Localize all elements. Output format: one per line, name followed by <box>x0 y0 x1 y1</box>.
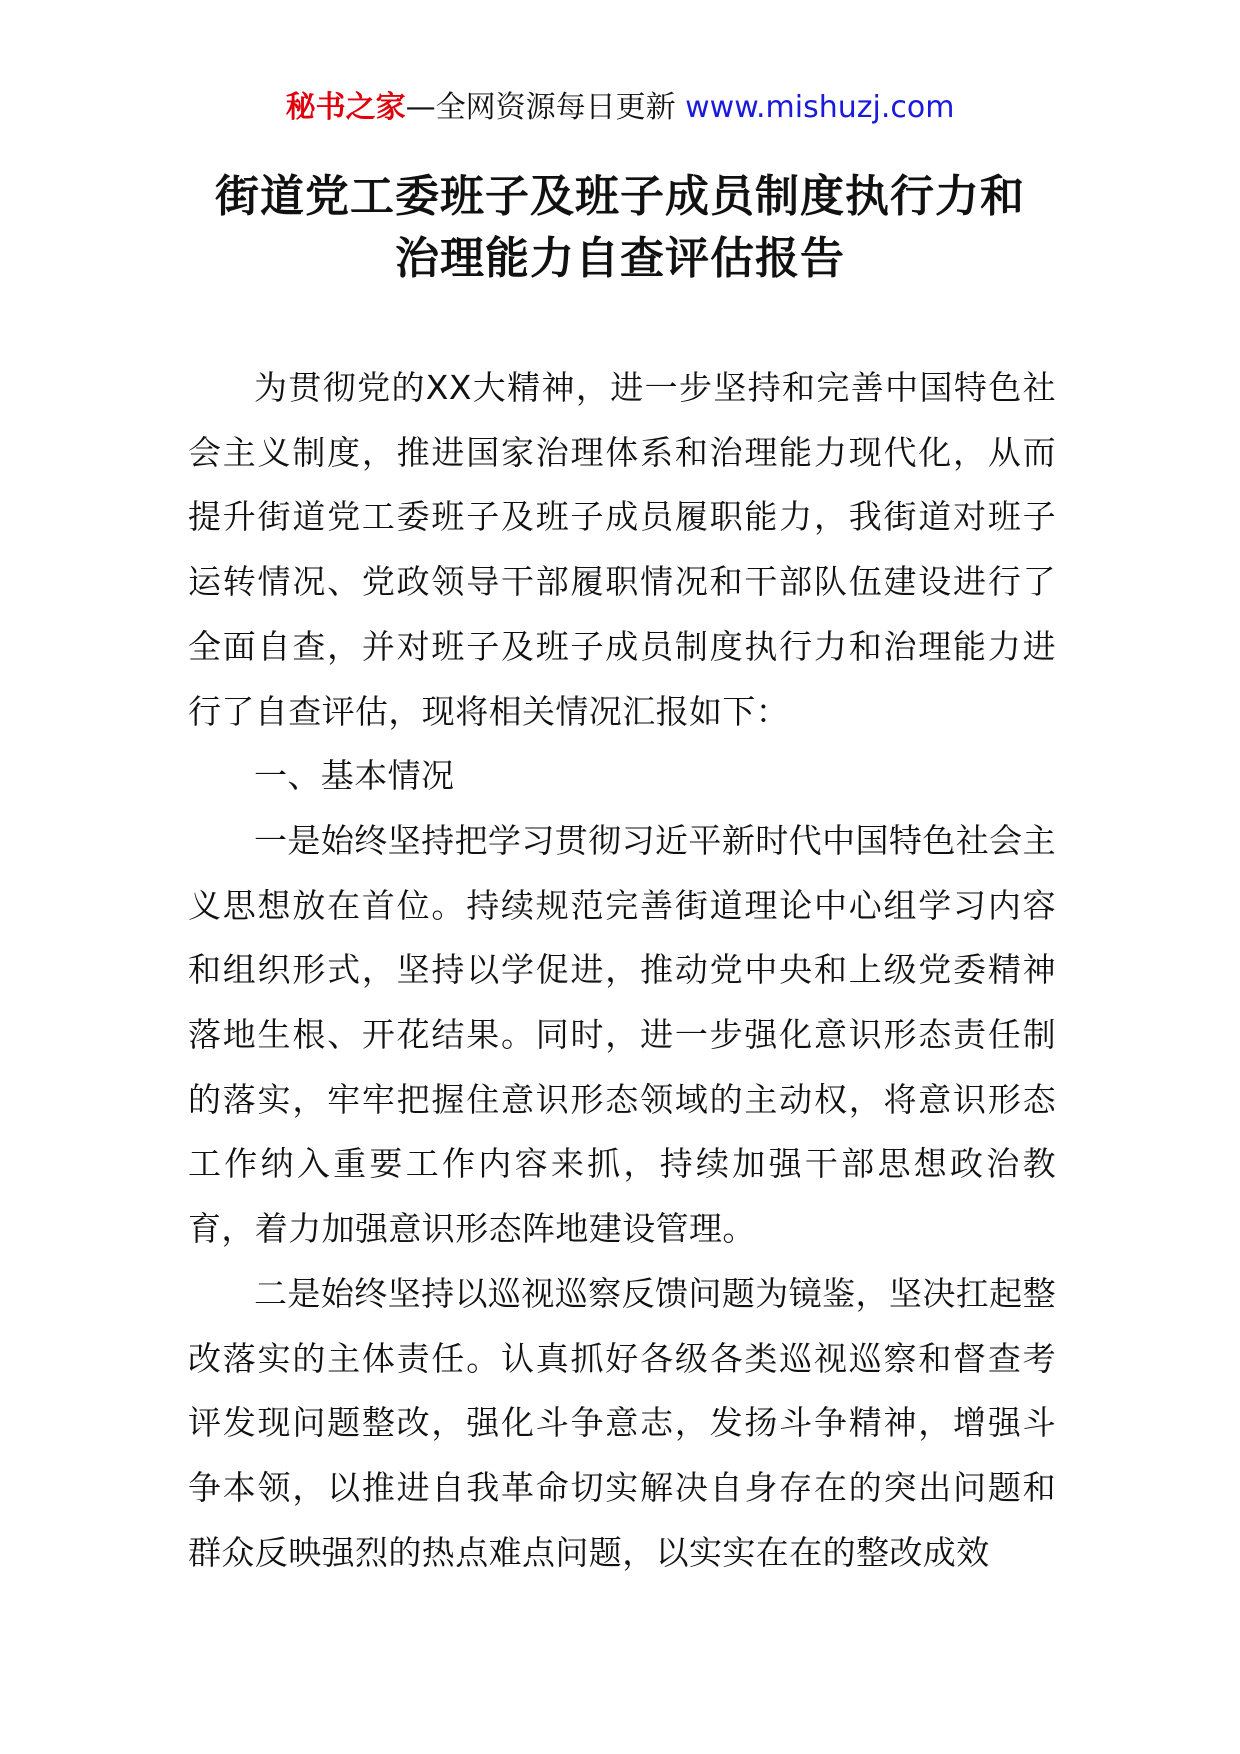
site-url[interactable]: www.mishuzj.com <box>685 90 955 125</box>
title-line-2: 治理能力自查评估报告 <box>395 233 845 284</box>
document-body <box>188 356 1056 1585</box>
paragraph-point-2: 二是始终坚持以巡视巡察反馈问题为镜鉴，坚决扛起整改落实的主体责任。认真抓好各级各类巡视巡察和督查考评发现问题整改，强化斗争意志，发扬斗争精神，增强斗争本领，以推进自我革命切实解决自身存在的突出问题和群众反映强烈的热点难点问题，以实实在在的整改成效 <box>188 1273 1056 1572</box>
document-title <box>120 166 1120 290</box>
site-header <box>0 88 1240 128</box>
paragraph-intro: 为贯彻党的XX大精神，进一步坚持和完善中国特色社会主义制度，推进国家治理体系和治理能力现代化，从而提升街道党工委班子及班子成员履职能力，我街道对班子运转情况、党政领导干部履职情况和干部队伍建设进行了全面自查，并对班子及班子成员制度执行力和治理能力进行了自查评估，现将相关情况汇报如下： <box>188 368 1056 731</box>
paragraph-point-1: 一是始终坚持把学习贯彻习近平新时代中国特色社会主义思想放在首位。持续规范完善街道理论中心组学习内容和组织形式，坚持以学促进，推动党中央和上级党委精神落地生根、开花结果。同时，进一步强化意识形态责任制的落实，牢牢把握住意识形态领域的主动权，将意识形态工作纳入重要工作内容来抓，持续加强干部思想政治教育，着力加强意识形态阵地建设管理。 <box>188 820 1056 1249</box>
title-line-1: 街道党工委班子及班子成员制度执行力和 <box>215 171 1025 222</box>
header-tagline: —全网资源每日更新 <box>405 90 676 125</box>
section-heading: 一、基本情况 <box>254 756 455 796</box>
brand-name: 秘书之家 <box>285 90 406 125</box>
